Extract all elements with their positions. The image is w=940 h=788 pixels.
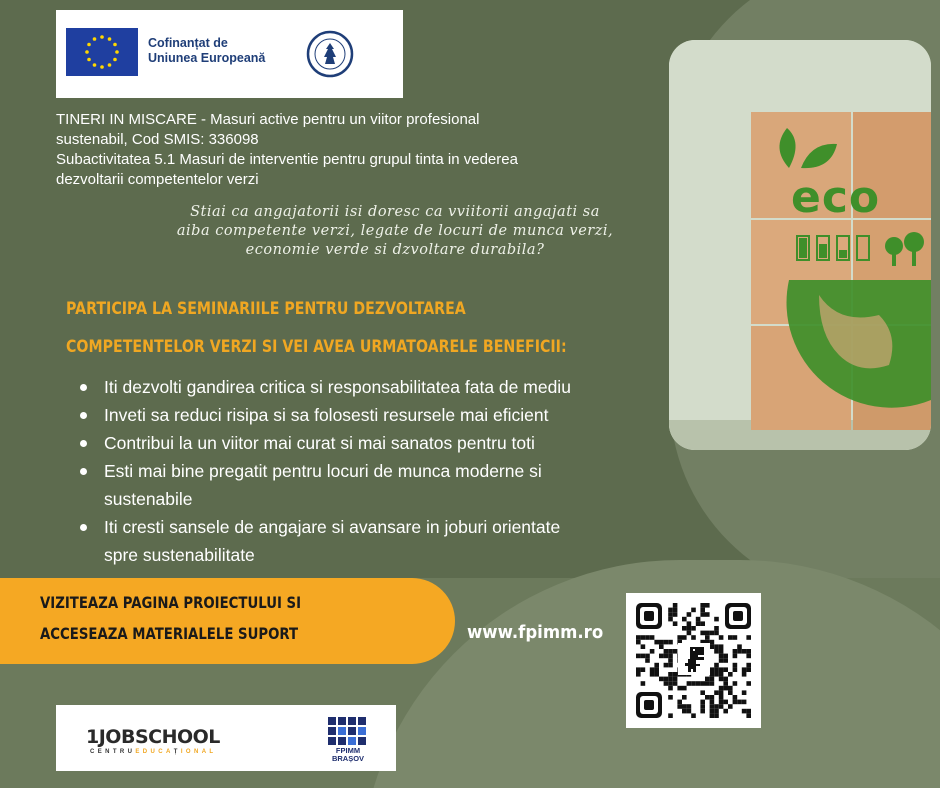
project-line2: sustenabil, Cod SMIS: 336098: [56, 131, 259, 148]
eu-flag-icon: [66, 28, 138, 76]
eco-blocks-photo: [669, 40, 931, 450]
list-item: [80, 429, 700, 457]
list-item: [80, 513, 700, 569]
benefits-list: [80, 373, 700, 569]
jobschool-sub-c: Ț: [173, 749, 181, 755]
jobschool-sub-a: CENTRU: [90, 749, 136, 755]
eu-text-line1: Cofinanțat de: [148, 36, 228, 50]
benefit-line-cont: sustenabile: [104, 489, 193, 509]
jobschool-logo: [86, 726, 220, 748]
fpimm-logo-icon: [328, 717, 368, 745]
website-link[interactable]: www.fpimm.ro: [467, 622, 604, 643]
project-line1: TINERI IN MISCARE - Masuri active pentru un viitor profesional: [56, 111, 480, 128]
benefit-line: Esti mai bine pregatit pentru locuri de munca moderne si: [104, 461, 542, 481]
fpimm-line2: BRAȘOV: [331, 754, 365, 763]
partner-logos: [56, 705, 396, 771]
eu-text: [148, 36, 288, 66]
eu-cofinancing-logo: [56, 10, 403, 98]
eco-text: eco: [791, 172, 881, 223]
project-line4: dezvoltarii competentelor verzi: [56, 171, 259, 188]
benefit-line: Iti dezvolti gandirea critica si responsabilitatea fata de mediu: [104, 377, 571, 397]
jobschool-sub-d: IONAL: [180, 749, 217, 755]
fpimm-label: [324, 747, 372, 763]
romanian-government-seal-icon: [306, 30, 354, 78]
benefit-line: Contribui la un viitor mai curat si mai sanatos pentru toti: [104, 433, 535, 453]
jobschool-sub-b: EDUCA: [135, 749, 174, 755]
benefit-line: Iti cresti sansele de angajare si avansare in joburi orientate: [104, 517, 561, 537]
green-skills-question: [150, 203, 640, 260]
jobschool-one: 1: [86, 726, 99, 748]
question-line1: Stiai ca angajatorii isi doresc ca vviitorii angajati sa: [190, 204, 600, 220]
qr-code[interactable]: [626, 593, 761, 728]
list-item: [80, 373, 700, 401]
headline-line1: PARTICIPA LA SEMINARIILE PENTRU DEZVOLTAREA: [66, 299, 466, 318]
project-info: [56, 110, 656, 190]
benefit-line-cont: spre sustenabilitate: [104, 545, 255, 565]
project-line3: Subactivitatea 5.1 Masuri de interventie pentru grupul tinta in vederea: [56, 151, 518, 168]
question-line2: aiba competente verzi, legate de locuri de munca verzi,: [176, 223, 614, 239]
question-line3: economie verde si dzvoltare durabila?: [245, 242, 545, 258]
qr-code-icon: [626, 593, 761, 728]
jobschool-name: JOBSCHOOL: [98, 726, 220, 748]
seminar-headline: [66, 290, 651, 366]
fpimm-line1: FPIMM: [335, 746, 361, 755]
cta-line1: VIZITEAZA PAGINA PROIECTULUI SI: [40, 593, 302, 612]
list-item: [80, 457, 700, 513]
eu-text-line2: Uniunea Europeană: [148, 51, 266, 65]
benefit-line: Inveti sa reduci risipa si sa folosesti resursele mai eficient: [104, 405, 549, 425]
cta-line2: ACCESEAZA MATERIALELE SUPORT: [40, 624, 299, 643]
jobschool-subtitle: [90, 749, 217, 755]
cta-text[interactable]: [40, 587, 389, 649]
list-item: [80, 401, 700, 429]
headline-line2: COMPETENTELOR VERZI SI VEI AVEA URMATOARELE BENEFICII:: [66, 337, 567, 356]
